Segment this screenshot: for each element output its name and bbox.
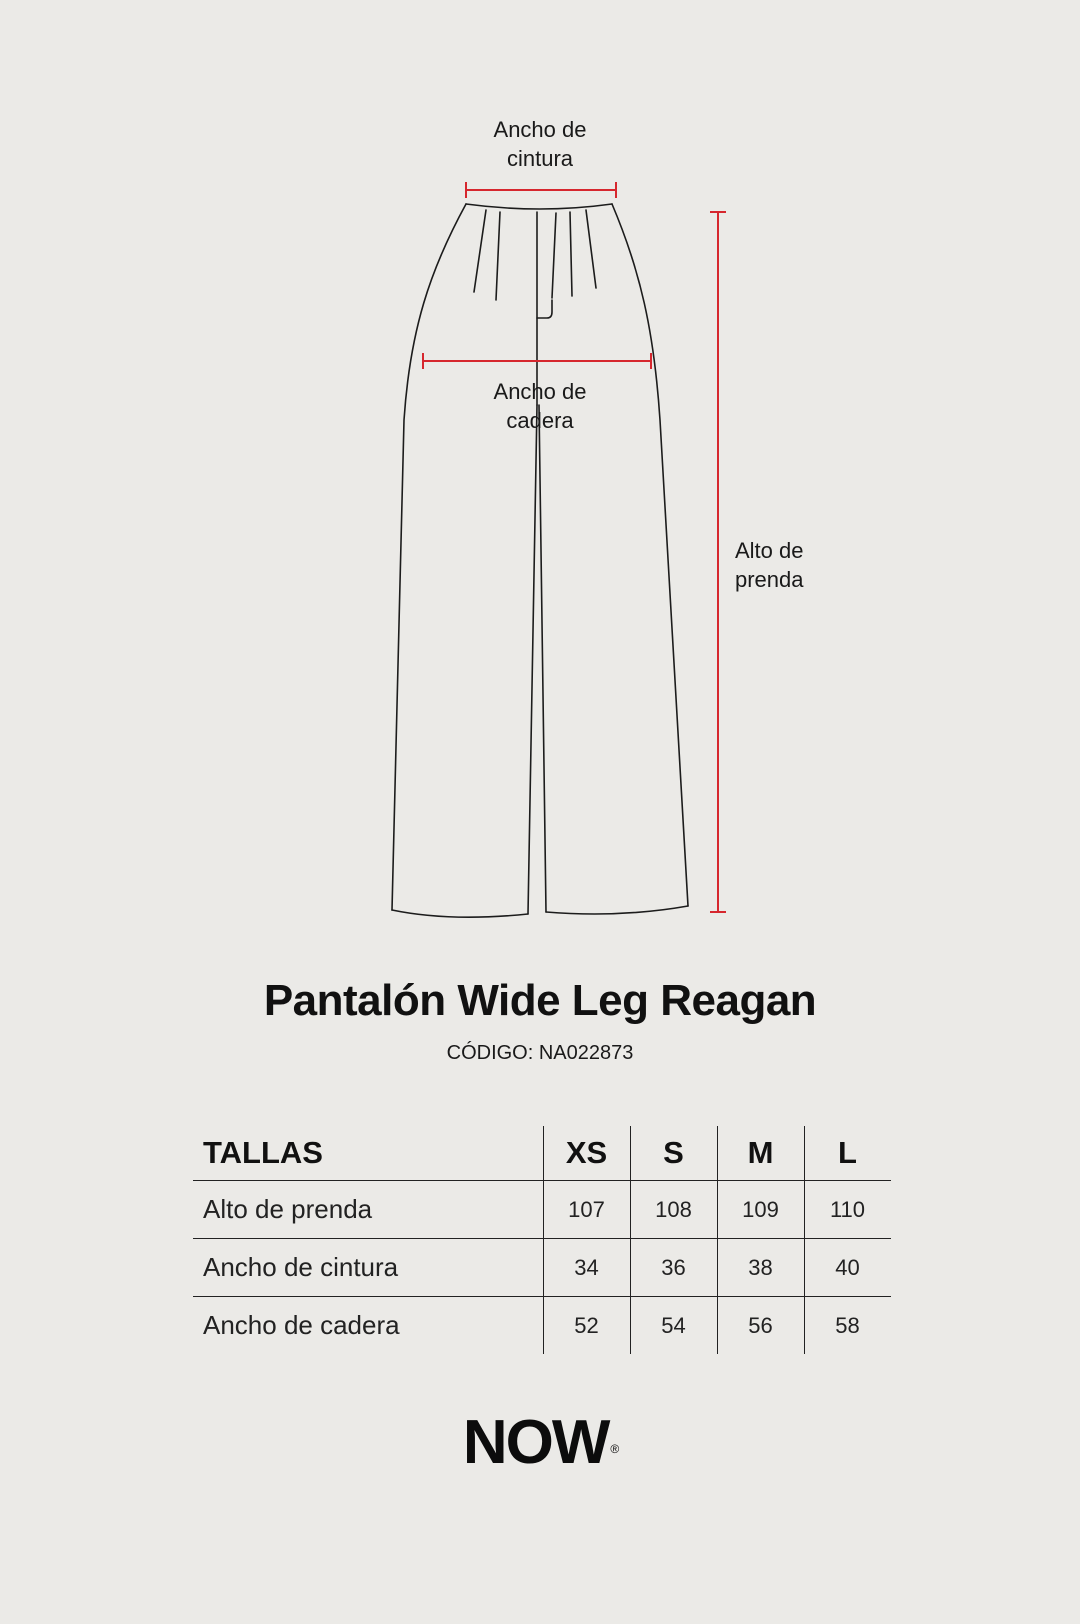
table-cell: 54 [630,1297,717,1355]
table-cell: 36 [630,1239,717,1297]
size-s-header: S [630,1126,717,1181]
sizes-header: TALLAS [193,1126,543,1181]
brand-logo-text: NOW [462,1408,609,1477]
table-cell: 107 [543,1181,630,1239]
waist-width-label [470,115,610,173]
table-row [193,1239,891,1297]
size-xs-header: XS [543,1126,630,1181]
waist-width-label-line2: cintura [506,146,574,171]
size-m-header: M [717,1126,804,1181]
table-cell: 40 [804,1239,891,1297]
table-cell: 109 [717,1181,804,1239]
hip-width-label [470,377,610,435]
garment-length-label [735,536,804,594]
table-row [193,1297,891,1355]
measurement-guides [423,182,726,912]
garment-length-label-line2: prenda [735,567,804,592]
hip-width-label-line1: Ancho de [493,379,587,404]
size-chart-header-row [193,1126,891,1181]
row-label-hip-width: Ancho de cadera [203,1310,400,1340]
table-cell: 34 [543,1239,630,1297]
table-cell: 56 [717,1297,804,1355]
brand-logo [0,1408,1080,1478]
pants-outline [392,204,688,917]
table-row [193,1181,891,1239]
table-cell: 108 [630,1181,717,1239]
size-chart-table [193,1126,891,1354]
table-cell: 58 [804,1297,891,1355]
table-cell: 110 [804,1181,891,1239]
size-l-header: L [804,1126,891,1181]
waist-width-label-line1: Ancho de [493,117,587,142]
hip-width-label-line2: cadera [506,408,574,433]
table-cell: 38 [717,1239,804,1297]
product-title: Pantalón Wide Leg Reagan [263,976,817,1025]
table-cell: 52 [543,1297,630,1355]
product-code: CÓDIGO: NA022873 [446,1042,634,1064]
garment-length-label-line1: Alto de [735,538,804,563]
registered-mark: ® [610,1442,620,1456]
row-label-garment-length: Alto de prenda [193,1181,543,1239]
row-label-waist-width: Ancho de cintura [193,1239,543,1297]
